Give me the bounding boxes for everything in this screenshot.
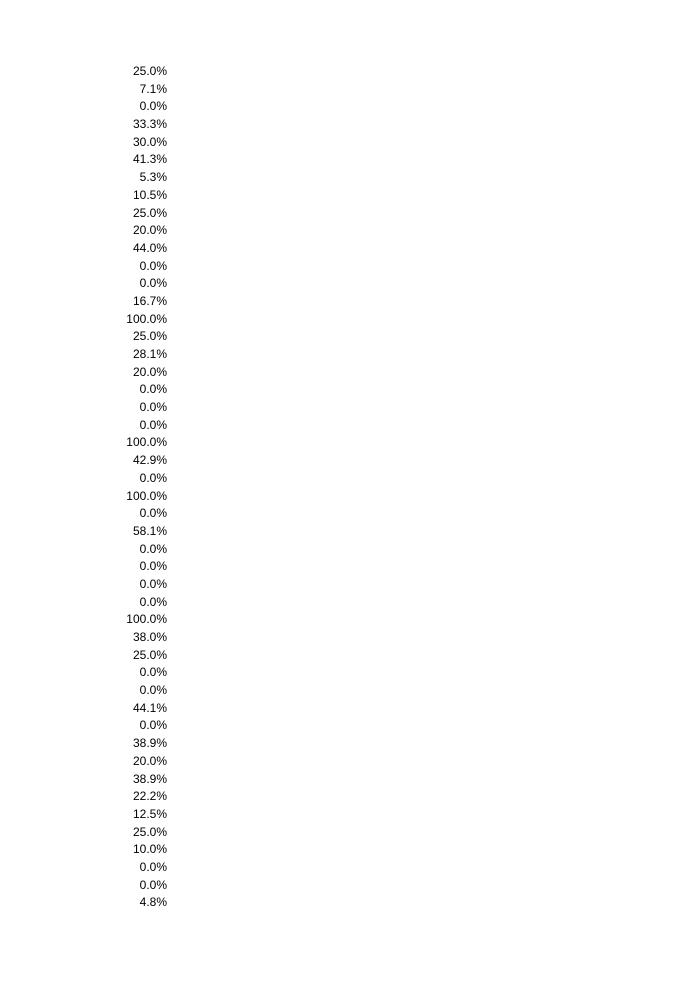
percentage-cell: 0.0% <box>139 683 167 698</box>
percentage-cell: 0.0% <box>139 506 167 521</box>
percentage-cell: 0.0% <box>139 594 167 609</box>
percentage-cell: 10.5% <box>132 187 167 202</box>
percentage-cell: 100.0% <box>126 488 167 503</box>
percentage-cell: 100.0% <box>126 612 167 627</box>
percentage-cell: 20.0% <box>132 753 167 768</box>
percentage-cell: 7.1% <box>139 81 167 96</box>
percentage-cell: 0.0% <box>139 258 167 273</box>
percentage-cell: 0.0% <box>139 417 167 432</box>
percentage-cell: 38.9% <box>132 736 167 751</box>
percentage-cell: 0.0% <box>139 718 167 733</box>
percentage-cell: 0.0% <box>139 559 167 574</box>
percentage-cell: 100.0% <box>126 435 167 450</box>
percentage-cell: 30.0% <box>132 134 167 149</box>
percentage-cell: 0.0% <box>139 576 167 591</box>
percentage-cell: 33.3% <box>132 117 167 132</box>
percentage-cell: 0.0% <box>139 470 167 485</box>
percentage-cell: 0.0% <box>139 877 167 892</box>
percentage-cell: 10.0% <box>132 842 167 857</box>
percentage-cell: 0.0% <box>139 859 167 874</box>
percentage-cell: 22.2% <box>132 789 167 804</box>
percentage-cell: 38.9% <box>132 771 167 786</box>
percentage-cell: 12.5% <box>132 806 167 821</box>
percentage-cell: 25.0% <box>132 205 167 220</box>
percentage-cell: 0.0% <box>139 541 167 556</box>
percentage-cell: 20.0% <box>132 223 167 238</box>
percentage-cell: 16.7% <box>132 293 167 308</box>
percentage-cell: 0.0% <box>139 400 167 415</box>
percentage-cell: 0.0% <box>139 382 167 397</box>
percentage-cell: 42.9% <box>132 453 167 468</box>
percentage-cell: 25.0% <box>132 824 167 839</box>
percentage-cell: 25.0% <box>132 329 167 344</box>
percentage-cell: 4.8% <box>139 895 167 910</box>
percentage-cell: 58.1% <box>132 523 167 538</box>
percentage-cell: 100.0% <box>126 311 167 326</box>
percentage-cell: 41.3% <box>132 152 167 167</box>
percentage-cell: 44.0% <box>132 240 167 255</box>
percentage-cell: 28.1% <box>132 347 167 361</box>
percentage-cell: 44.1% <box>132 700 167 715</box>
percentage-cell: 0.0% <box>139 99 167 114</box>
percentage-cell: 20.0% <box>132 364 167 379</box>
percentage-cell: 5.3% <box>139 170 167 185</box>
percentage-cell: 25.0% <box>132 64 167 78</box>
percentage-cell: 0.0% <box>139 276 167 291</box>
percentage-cell: 25.0% <box>132 647 167 662</box>
percentage-column <box>100 63 167 912</box>
percentage-cell: 0.0% <box>139 665 167 680</box>
percentage-cell: 38.0% <box>132 630 167 644</box>
